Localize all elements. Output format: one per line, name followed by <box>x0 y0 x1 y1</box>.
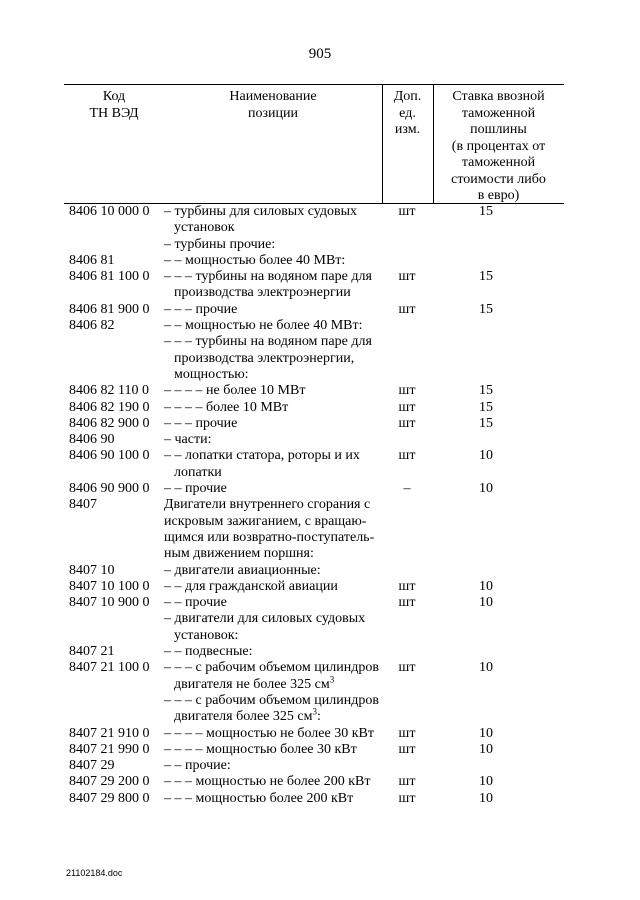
row-name-text: – – лопатки статора, роторы и их <box>164 448 360 464</box>
header-code-line: Код <box>102 89 126 104</box>
row-unit: шт <box>398 448 416 464</box>
table-row <box>64 400 564 416</box>
row-name-line <box>164 416 379 432</box>
row-name-text: – – – прочие <box>164 301 238 317</box>
row-name-text: – – – турбины на водяном паре для <box>164 269 372 285</box>
row-rate: 15 <box>479 269 493 285</box>
page-number: 905 <box>308 46 332 62</box>
row-code: 8407 21 990 0 <box>69 741 150 757</box>
table-row <box>64 726 564 742</box>
row-name-line <box>164 318 379 334</box>
row-name-line <box>164 237 379 253</box>
table-header <box>64 84 564 204</box>
row-name-text: – – подвесные: <box>164 644 253 660</box>
row-code: 8406 90 <box>69 432 115 448</box>
table-row <box>64 791 564 807</box>
row-name <box>164 448 379 481</box>
row-name <box>164 237 379 253</box>
row-unit: шт <box>398 774 416 790</box>
row-name-text: лопатки <box>174 464 222 480</box>
row-code: 8407 29 200 0 <box>69 774 150 790</box>
header-code-line: ТН ВЭД <box>89 105 139 121</box>
row-code: 8406 81 900 0 <box>69 301 150 317</box>
row-rate: 10 <box>479 595 493 611</box>
row-name-text: – двигатели авиационные: <box>164 562 321 578</box>
row-name-text: щимся или возвратно-поступатель- <box>164 529 375 545</box>
row-rate: 10 <box>479 481 493 497</box>
row-name-line <box>164 758 379 774</box>
table-row <box>64 644 564 660</box>
row-rate: 10 <box>479 725 493 741</box>
header-rate-line: стоимости либо <box>451 171 546 187</box>
row-code: 8406 81 <box>69 252 115 268</box>
superscript-three: 3 <box>329 673 335 684</box>
row-name-text: – – – – не более 10 МВт <box>164 383 306 399</box>
row-rate: 15 <box>479 399 493 415</box>
row-name <box>164 791 379 807</box>
row-name-text: – – для гражданской авиации <box>164 578 338 594</box>
table-row <box>64 579 564 595</box>
row-code: 8406 81 100 0 <box>69 269 150 285</box>
row-code: 8406 90 900 0 <box>69 481 150 497</box>
row-unit: шт <box>398 741 416 757</box>
row-name-text: – – – с рабочим объемом цилиндров <box>164 692 379 708</box>
row-rate: 10 <box>479 448 493 464</box>
row-code: 8407 29 <box>69 758 115 774</box>
row-code: 8406 82 190 0 <box>69 399 150 415</box>
row-name <box>164 481 379 497</box>
row-name-line <box>164 706 379 725</box>
table-row <box>64 563 564 579</box>
row-name-text: двигателя не более 325 см <box>174 676 330 692</box>
header-unit-line: ед. <box>399 105 416 121</box>
row-name-line <box>164 400 379 416</box>
row-name <box>164 774 379 790</box>
header-name-line: Наименование <box>229 89 317 104</box>
row-rate: 15 <box>479 301 493 317</box>
row-name-text: – – мощностью более 40 МВт: <box>164 252 346 268</box>
row-name-line <box>164 530 379 546</box>
table-row <box>64 660 564 693</box>
row-unit: шт <box>398 301 416 317</box>
row-rate: 15 <box>479 204 493 219</box>
row-name-text: – – – – мощностью не более 30 кВт <box>164 725 374 741</box>
header-rate <box>433 89 564 205</box>
row-name-line <box>164 481 379 497</box>
row-name-text: установок: <box>174 627 239 643</box>
row-name-line <box>164 220 379 236</box>
row-name-line <box>164 774 379 790</box>
table-row <box>64 383 564 399</box>
row-rate: 10 <box>479 774 493 790</box>
row-name-text: – – – мощностью не более 200 кВт <box>164 774 371 790</box>
row-name-text: – турбины прочие: <box>164 236 276 252</box>
row-rate: 10 <box>479 660 493 676</box>
row-name-line <box>164 563 379 579</box>
row-unit: шт <box>398 204 416 219</box>
row-rate: 15 <box>479 415 493 431</box>
row-name <box>164 383 379 399</box>
row-unit: шт <box>398 383 416 399</box>
row-name <box>164 758 379 774</box>
row-name <box>164 318 379 334</box>
table-row <box>64 448 564 481</box>
header-unit-line: Доп. <box>393 89 422 104</box>
row-unit: шт <box>398 415 416 431</box>
row-name-text: производства электроэнергии, <box>174 350 355 366</box>
table-row <box>64 302 564 318</box>
row-name-line <box>164 351 379 367</box>
row-code: 8407 <box>69 497 97 513</box>
table-row <box>64 595 564 611</box>
table-row <box>64 334 564 383</box>
row-name-line <box>164 204 379 220</box>
table-row <box>64 693 564 726</box>
row-name-text: – части: <box>164 432 212 448</box>
table-row <box>64 416 564 432</box>
row-unit: шт <box>398 660 416 676</box>
row-name-line <box>164 546 379 562</box>
row-name-line <box>164 448 379 464</box>
row-name <box>164 644 379 660</box>
row-name <box>164 253 379 269</box>
row-name <box>164 742 379 758</box>
row-name-line <box>164 726 379 742</box>
header-unit <box>382 89 433 139</box>
table-body <box>64 204 564 807</box>
row-rate: 10 <box>479 578 493 594</box>
table-row <box>64 774 564 790</box>
row-name-line <box>164 579 379 595</box>
table-row <box>64 758 564 774</box>
row-name-line <box>164 302 379 318</box>
row-name-text: – – – с рабочим объемом цилиндров <box>164 660 379 676</box>
row-name-text: – – – – мощностью более 30 кВт <box>164 741 357 757</box>
header-code <box>64 89 164 122</box>
row-name-line <box>164 497 379 513</box>
row-name-text: – – – турбины на водяном паре для <box>164 334 372 350</box>
row-name-line <box>164 660 379 676</box>
header-rate-line: таможенной <box>461 105 536 121</box>
row-name <box>164 432 379 448</box>
row-name-line <box>164 742 379 758</box>
row-name <box>164 579 379 595</box>
row-name <box>164 269 379 302</box>
row-name <box>164 693 379 726</box>
header-rate-line: (в процентах от <box>451 138 546 154</box>
row-name-line <box>164 334 379 350</box>
row-name-line <box>164 367 379 383</box>
tariff-table <box>64 84 564 807</box>
row-name-line <box>164 285 379 301</box>
header-rate-line: таможенной <box>461 155 536 170</box>
row-name-text: Двигатели внутреннего сгорания с <box>164 497 371 513</box>
row-name <box>164 611 379 644</box>
row-code: 8407 10 900 0 <box>69 595 150 611</box>
row-name-trail: : <box>317 709 321 725</box>
row-name-text: – – прочие <box>164 481 227 497</box>
row-name <box>164 302 379 318</box>
row-name-text: – – – прочие <box>164 415 238 431</box>
row-name <box>164 400 379 416</box>
row-name-line <box>164 269 379 285</box>
table-row <box>64 432 564 448</box>
row-name-line <box>164 432 379 448</box>
row-name-text: мощностью: <box>174 366 249 382</box>
table-row <box>64 481 564 497</box>
row-code: 8406 82 110 0 <box>69 383 149 399</box>
row-name-line <box>164 791 379 807</box>
row-name-line <box>164 693 379 709</box>
row-name-line <box>164 253 379 269</box>
row-name <box>164 416 379 432</box>
header-name-line: позиции <box>248 105 298 121</box>
row-name-line <box>164 611 379 627</box>
row-name-line <box>164 644 379 660</box>
header-rate-line: пошлины <box>470 122 527 137</box>
row-rate: 10 <box>479 741 493 757</box>
row-name <box>164 334 379 383</box>
row-code: 8406 10 000 0 <box>69 204 150 219</box>
row-name-text: – – прочие: <box>164 758 231 774</box>
row-code: 8407 10 <box>69 562 115 578</box>
row-name <box>164 204 379 237</box>
row-name <box>164 726 379 742</box>
header-rate-line: в евро) <box>477 188 520 203</box>
superscript-three: 3 <box>312 706 318 717</box>
row-unit: – <box>403 481 411 497</box>
row-name-line <box>164 514 379 530</box>
row-name-line <box>164 465 379 481</box>
row-unit: шт <box>398 578 416 594</box>
row-name-line <box>164 673 379 693</box>
row-name <box>164 660 379 693</box>
row-name <box>164 497 379 562</box>
row-name-text: – двигатели для силовых судовых <box>164 611 366 627</box>
row-name-line <box>164 595 379 611</box>
row-code: 8406 82 900 0 <box>69 415 150 431</box>
table-row <box>64 318 564 334</box>
row-code: 8407 21 910 0 <box>69 725 150 741</box>
row-name-text: – – прочие <box>164 595 227 611</box>
row-name-text: – – – мощностью более 200 кВт <box>164 790 354 806</box>
row-name-text: двигателя более 325 см <box>174 709 313 725</box>
row-unit: шт <box>398 399 416 415</box>
row-name-text: производства электроэнергии <box>174 285 351 301</box>
row-code: 8407 21 100 0 <box>69 660 150 676</box>
table-row <box>64 742 564 758</box>
row-name-line <box>164 628 379 644</box>
row-name-text: искровым зажиганием, с вращаю- <box>164 513 367 529</box>
row-unit: шт <box>398 725 416 741</box>
table-row <box>64 204 564 237</box>
row-rate: 10 <box>479 790 493 806</box>
row-code: 8407 10 100 0 <box>69 578 150 594</box>
row-rate: 15 <box>479 383 493 399</box>
row-name-line <box>164 383 379 399</box>
row-unit: шт <box>398 269 416 285</box>
table-row <box>64 253 564 269</box>
header-unit-line: изм. <box>394 122 421 137</box>
header-rate-line: Ставка ввозной <box>452 89 545 104</box>
row-unit: шт <box>398 790 416 806</box>
row-code: 8406 90 100 0 <box>69 448 150 464</box>
table-row <box>64 237 564 253</box>
row-name <box>164 563 379 579</box>
row-name-text: – – – – более 10 МВт <box>164 399 289 415</box>
table-row <box>64 269 564 302</box>
table-row <box>64 497 564 562</box>
row-name <box>164 595 379 611</box>
row-name-text: – турбины для силовых судовых <box>164 204 357 219</box>
header-name <box>164 89 382 122</box>
table-row <box>64 611 564 644</box>
row-code: 8407 29 800 0 <box>69 790 150 806</box>
row-code: 8407 21 <box>69 644 115 660</box>
row-name-text: установок <box>174 220 235 236</box>
file-name: 21102184.doc <box>66 868 123 878</box>
row-code: 8406 82 <box>69 318 115 334</box>
row-unit: шт <box>398 595 416 611</box>
row-name-text: – – мощностью не более 40 МВт: <box>164 318 363 334</box>
row-name-text: ным движением поршня: <box>164 546 314 562</box>
